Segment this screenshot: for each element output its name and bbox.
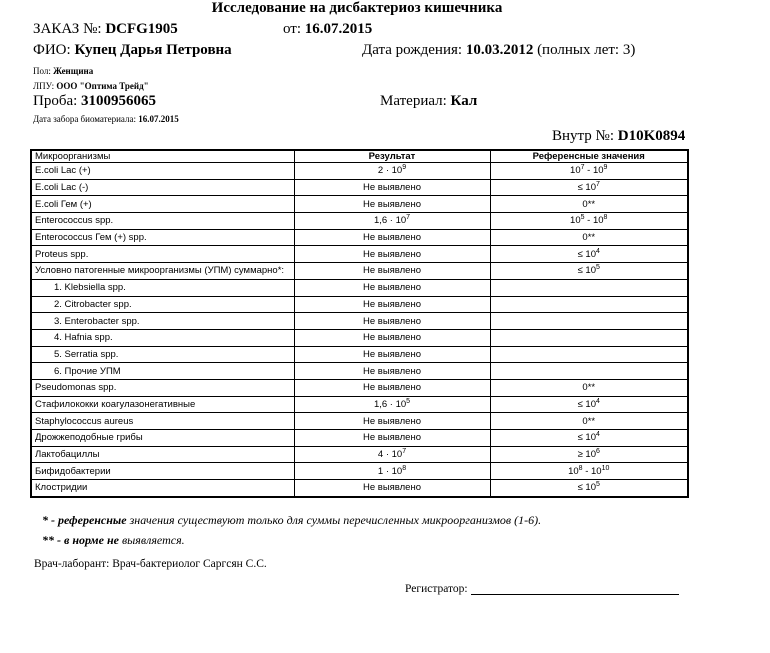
table-row [31, 296, 688, 313]
table-row [31, 179, 688, 196]
registrar-signature-line [471, 594, 679, 595]
table-row [31, 396, 688, 413]
internal-value: D10K0894 [617, 128, 686, 144]
cell-microorganism: 3. Enterobacter spp. [31, 313, 294, 330]
sex-value: Женщина [53, 66, 94, 76]
header-microorganisms: Микроорганизмы [31, 150, 294, 163]
order-date [283, 21, 372, 38]
age-text: (полных лет: 3) [537, 42, 636, 58]
table-row [31, 480, 688, 497]
table-row [31, 313, 688, 330]
internal-number [552, 128, 685, 145]
doctor-line: Врач-лаборант: Врач-бактериолог Саргсян С.С. [34, 558, 267, 570]
cell-microorganism: Pseudomonas spp. [31, 379, 294, 396]
table-row [31, 229, 688, 246]
cell-reference [490, 346, 688, 363]
cell-result: $4 \cdot 10^7$ [294, 446, 490, 463]
patient-fio [33, 42, 232, 59]
cell-result: Не выявлено [294, 480, 490, 497]
cell-result: Не выявлено [294, 196, 490, 213]
cell-reference [490, 363, 688, 380]
cell-microorganism: Дрожжеподобные грибы [31, 430, 294, 447]
table-row [31, 446, 688, 463]
results-table [30, 149, 689, 498]
cell-microorganism: Proteus spp. [31, 246, 294, 263]
cell-result: $2 \cdot 10^9$ [294, 163, 490, 180]
footnote-1 [42, 513, 541, 528]
table-row [31, 463, 688, 480]
cell-microorganism: 4. Hafnia spp. [31, 329, 294, 346]
cell-microorganism: 5. Serratia spp. [31, 346, 294, 363]
cell-microorganism: Лактобациллы [31, 446, 294, 463]
sample-label: Проба: [33, 93, 78, 109]
birth-date-value: 10.03.2012 [465, 42, 534, 58]
cell-microorganism: E.coli Lac (-) [31, 179, 294, 196]
cell-result: $1,6 \cdot 10^7$ [294, 213, 490, 230]
cell-microorganism: Бифидобактерии [31, 463, 294, 480]
footnote-1-mark: * - референсные [42, 513, 127, 527]
cell-microorganism: Enterococcus Гем (+) spp. [31, 229, 294, 246]
cell-reference [490, 313, 688, 330]
table-row [31, 363, 688, 380]
patient-birth [362, 42, 635, 59]
cell-reference: $10^5 - 10^8$ [490, 213, 688, 230]
footnote-2-text: выявляется. [118, 533, 185, 547]
cell-result: Не выявлено [294, 413, 490, 430]
sample-number [33, 93, 156, 110]
fio-value: Купец Дарья Петровна [74, 42, 232, 58]
table-row [31, 263, 688, 280]
order-date-value: 16.07.2015 [304, 21, 373, 37]
lpu-label: ЛПУ: [33, 81, 55, 91]
cell-result: Не выявлено [294, 346, 490, 363]
cell-result: Не выявлено [294, 229, 490, 246]
table-body [31, 163, 688, 497]
lpu-value: ООО "Оптима Трейд" [56, 81, 149, 91]
cell-microorganism: Условно патогенные микроорганизмы (УПМ) суммарно*: [31, 263, 294, 280]
cell-microorganism: Клостридии [31, 480, 294, 497]
table-row [31, 246, 688, 263]
cell-reference: $10^7 - 10^9$ [490, 163, 688, 180]
sample-date [33, 114, 179, 124]
header-result: Результат [294, 150, 490, 163]
footnote-2-mark: ** - в норме не [42, 533, 119, 547]
sex-label: Пол: [33, 66, 51, 76]
sample-material [380, 93, 477, 110]
cell-microorganism: 1. Klebsiella spp. [31, 279, 294, 296]
cell-result: Не выявлено [294, 379, 490, 396]
cell-result: Не выявлено [294, 263, 490, 280]
cell-reference: $10^8 - 10^{10}$ [490, 463, 688, 480]
order-date-label: от: [283, 21, 302, 37]
cell-result: Не выявлено [294, 329, 490, 346]
sample-date-value: 16.07.2015 [138, 114, 179, 124]
footnote-1-text: значения существуют только для суммы перечисленных микроорганизмов (1-6). [126, 513, 542, 527]
cell-microorganism: Стафилококки коагулазонегативные [31, 396, 294, 413]
registrar-label: Регистратор: [405, 583, 468, 595]
cell-reference [490, 279, 688, 296]
cell-reference: ≤ $10^7$ [490, 179, 688, 196]
order-number-value: DCFG1905 [105, 21, 178, 37]
cell-result: Не выявлено [294, 179, 490, 196]
cell-microorganism: E.coli Lac (+) [31, 163, 294, 180]
table-row [31, 279, 688, 296]
cell-reference [490, 329, 688, 346]
cell-result: Не выявлено [294, 246, 490, 263]
table-row [31, 430, 688, 447]
patient-lpu [33, 81, 149, 91]
cell-microorganism: 2. Citrobacter spp. [31, 296, 294, 313]
cell-reference: ≤ $10^4$ [490, 396, 688, 413]
cell-result: $1,6 \cdot 10^5$ [294, 396, 490, 413]
cell-microorganism: Staphylococcus aureus [31, 413, 294, 430]
cell-result: Не выявлено [294, 430, 490, 447]
cell-reference: ≤ $10^4$ [490, 246, 688, 263]
cell-microorganism: Enterococcus spp. [31, 213, 294, 230]
sample-date-label: Дата забора биоматериала: [33, 114, 136, 124]
material-label: Материал: [380, 93, 447, 109]
cell-reference: ≤ $10^5$ [490, 480, 688, 497]
cell-microorganism: E.coli Гем (+) [31, 196, 294, 213]
table-row [31, 329, 688, 346]
material-value: Кал [450, 93, 478, 109]
patient-sex [33, 66, 93, 76]
cell-result: Не выявлено [294, 296, 490, 313]
order-number [33, 21, 178, 38]
cell-result: Не выявлено [294, 313, 490, 330]
sample-number-value: 3100956065 [81, 93, 157, 109]
cell-reference [490, 296, 688, 313]
cell-microorganism: 6. Прочие УПМ [31, 363, 294, 380]
document-title: Исследование на дисбактериоз кишечника [211, 0, 503, 16]
order-label: ЗАКАЗ №: [33, 21, 102, 37]
table-row [31, 196, 688, 213]
footnote-2 [42, 533, 185, 548]
cell-result: Не выявлено [294, 363, 490, 380]
cell-reference: 0** [490, 196, 688, 213]
cell-reference: ≥ $10^6$ [490, 446, 688, 463]
table-row [31, 346, 688, 363]
internal-label: Внутр №: [552, 128, 614, 144]
table-header-row [31, 150, 688, 163]
birth-label: Дата рождения: [362, 42, 463, 58]
table-row [31, 413, 688, 430]
table-row [31, 213, 688, 230]
fio-label: ФИО: [33, 42, 71, 58]
cell-reference: 0** [490, 229, 688, 246]
cell-reference: 0** [490, 379, 688, 396]
table-row [31, 379, 688, 396]
cell-result: $1 \cdot 10^8$ [294, 463, 490, 480]
header-reference: Референсные значения [490, 150, 688, 163]
table-row [31, 163, 688, 180]
cell-reference: ≤ $10^4$ [490, 430, 688, 447]
cell-reference: ≤ $10^5$ [490, 263, 688, 280]
cell-reference: 0** [490, 413, 688, 430]
cell-result: Не выявлено [294, 279, 490, 296]
